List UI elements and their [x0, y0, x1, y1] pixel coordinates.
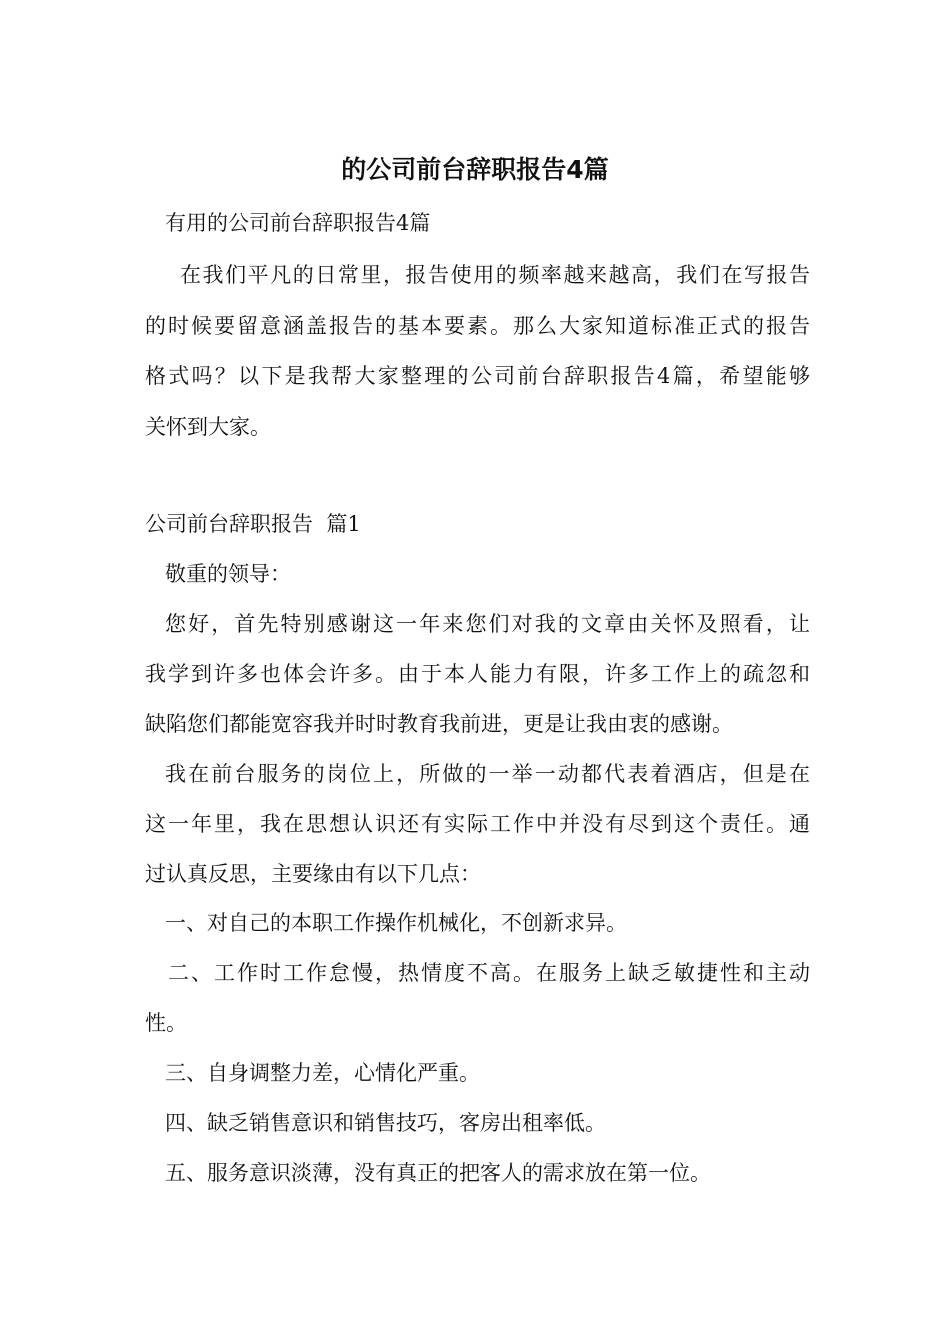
body-line-2: 我学到许多也体会许多。由于本人能力有限，许多工作上的疏忽和 [145, 662, 810, 686]
body-line-5: 这一年里，我在思想认识还有实际工作中并没有尽到这个责任。通 [145, 812, 810, 836]
point-5: 五、服务意识淡薄，没有真正的把客人的需求放在第一位。 [165, 1161, 711, 1185]
point-2: 二、工作时工作怠慢，热情度不高。在服务上缺乏敏捷性和主动 [168, 961, 810, 985]
intro-line-3: 格式吗？以下是我帮大家整理的公司前台辞职报告4篇，希望能够 [145, 364, 810, 388]
body-line-6: 过认真反思，主要缘由有以下几点： [145, 862, 481, 886]
section-heading: 公司前台辞职报告 篇1 [145, 512, 361, 536]
intro-line-4: 关怀到大家。 [145, 415, 271, 439]
salutation: 敬重的领导： [165, 562, 291, 586]
intro-line-1: 在我们平凡的日常里，报告使用的频率越来越高，我们在写报告 [180, 263, 810, 287]
point-4: 四、缺乏销售意识和销售技巧，客房出租率低。 [165, 1111, 606, 1135]
body-line-1: 您好，首先特别感谢这一年来您们对我的文章由关怀及照看，让 [165, 612, 810, 636]
body-line-3: 缺陷您们都能宽容我并时时教育我前进，更是让我由衷的感谢。 [145, 712, 733, 736]
point-1: 一、对自己的本职工作操作机械化，不创新求异。 [165, 911, 627, 935]
intro-line-2: 的时候要留意涵盖报告的基本要素。那么大家知道标准正式的报告 [145, 314, 810, 338]
point-2-continued: 性。 [145, 1011, 187, 1035]
body-line-4: 我在前台服务的岗位上，所做的一举一动都代表着酒店，但是在 [165, 762, 810, 786]
document-subtitle: 有用的公司前台辞职报告4篇 [165, 211, 431, 235]
point-3: 三、自身调整力差，心情化严重。 [165, 1061, 480, 1085]
document-title: 的公司前台辞职报告4篇 [341, 155, 609, 184]
